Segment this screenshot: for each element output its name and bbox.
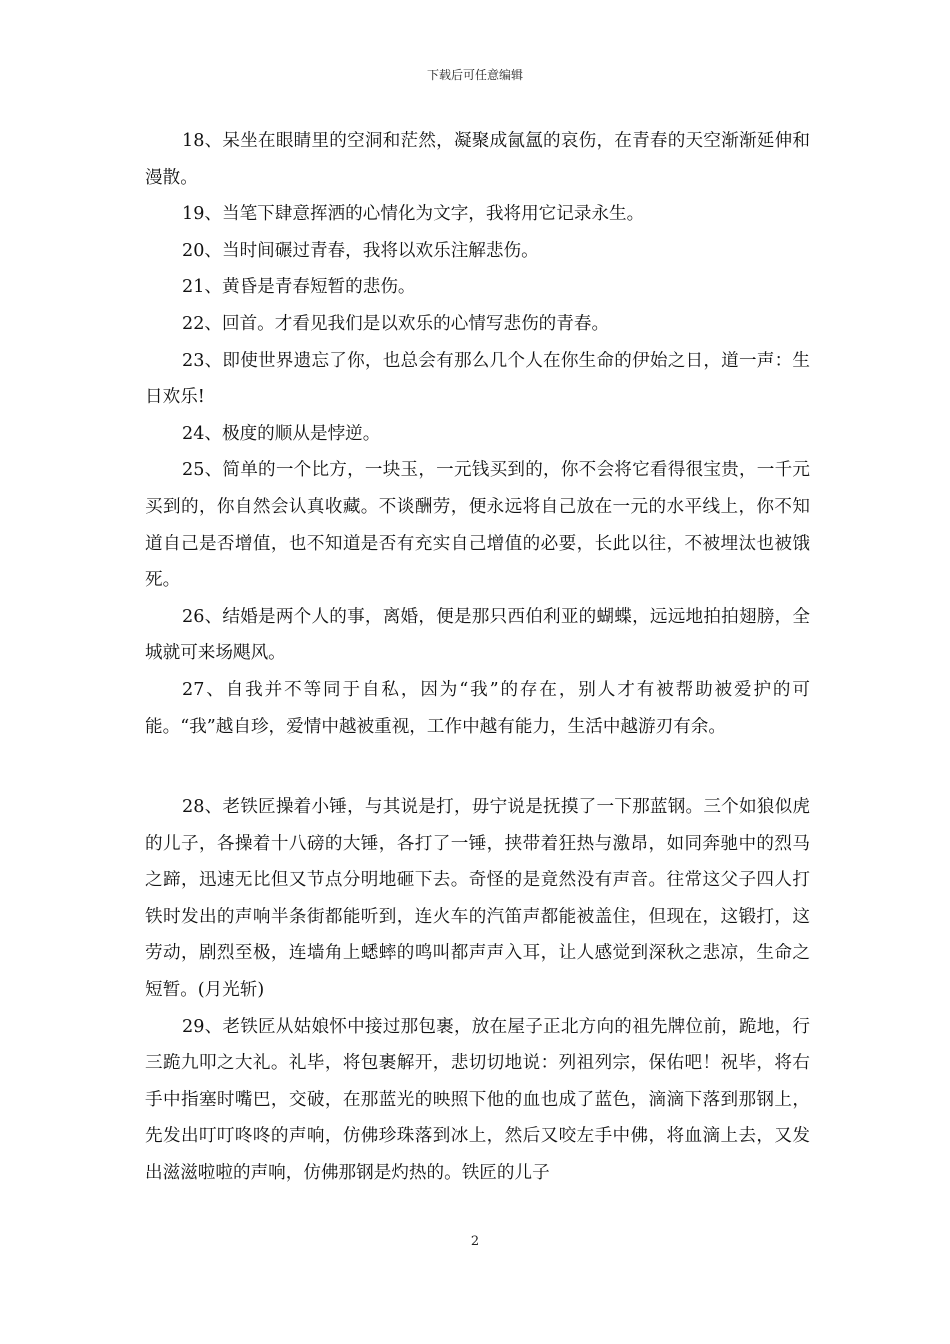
- paragraph-21: 21、黄昏是青春短暂的悲伤。: [182, 277, 416, 298]
- paragraph-27: 27、自我并不等同于自私，因为“我”的存在，别人才有被帮助被爱护的可能。“我”越自珍，爱情中越被重视，工作中越有能力，生活中越游刃有余。: [145, 679, 810, 737]
- paragraph-20: 20、当时间碾过青春，我将以欢乐注解悲伤。: [182, 240, 539, 261]
- page-number: 2: [470, 1234, 480, 1249]
- paragraph-23: 23、即使世界遗忘了你，也总会有那么几个人在你生命的伊始之日，道一声：生日欢乐!: [145, 350, 810, 408]
- paragraph-26: 26、结婚是两个人的事，离婚，便是那只西伯利亚的蝴蝶，远远地拍拍翅膀，全城就可来场飓风。: [145, 606, 810, 664]
- paragraph-18: 18、呆坐在眼睛里的空洞和茫然，凝聚成氤氲的哀伤，在青春的天空渐渐延伸和漫散。: [145, 131, 810, 188]
- paragraph-19: 19、当笔下肆意挥洒的心情化为文字，我将用它记录永生。: [182, 204, 645, 225]
- paragraph-24: 24、极度的顺从是悖逆。: [182, 423, 381, 444]
- page-header: 下载后可任意编辑: [426, 68, 523, 82]
- document-body: [145, 123, 810, 1192]
- paragraph-29: 29、老铁匠从姑娘怀中接过那包裹，放在屋子正北方向的祖先牌位前，跪地，行三跪九叩之大礼。礼毕，将包裹解开，悲切切地说：列祖列宗，保佑吧！祝毕，将右手中指塞时嘴巴，交破，在那蓝光的映照下他的血也成了蓝色，滴滴下落到那钢上，先发出叮叮咚咚的声响，仿佛珍珠落到冰上，然后又咬左手中佛，将血滴上去，又发出滋滋啦啦的声响，仿佛那钢是灼热的。铁匠的儿子: [145, 1016, 810, 1184]
- blank-line: [145, 745, 810, 789]
- paragraph-25: 25、简单的一个比方，一块玉，一元钱买到的，你不会将它看得很宝贵，一千元买到的，你自然会认真收藏。不谈酬劳，便永远将自己放在一元的水平线上，你不知道自己是否增值，也不知道是否有充实自己增值的必要，长此以往，不被埋汰也被饿死。: [145, 460, 810, 591]
- paragraph-28: 28、老铁匠操着小锤，与其说是打，毋宁说是抚摸了一下那蓝钢。三个如狼似虎的儿子，各操着十八磅的大锤，各打了一锤，挟带着狂热与激昂，如同奔驰中的烈马之蹄，迅速无比但又节点分明地砸下去。奇怪的是竟然没有声音。往常这父子四人打铁时发出的声响半条街都能听到，连火车的汽笛声都能被盖住，但现在，这锻打，这劳动，剧烈至极，连墙角上蟋蟀的鸣叫都声声入耳，让人感觉到深秋之悲凉，生命之短暂。(月光斩): [145, 797, 810, 1001]
- paragraph-22: 22、回首。才看见我们是以欢乐的心情写悲伤的青春。: [182, 313, 610, 334]
